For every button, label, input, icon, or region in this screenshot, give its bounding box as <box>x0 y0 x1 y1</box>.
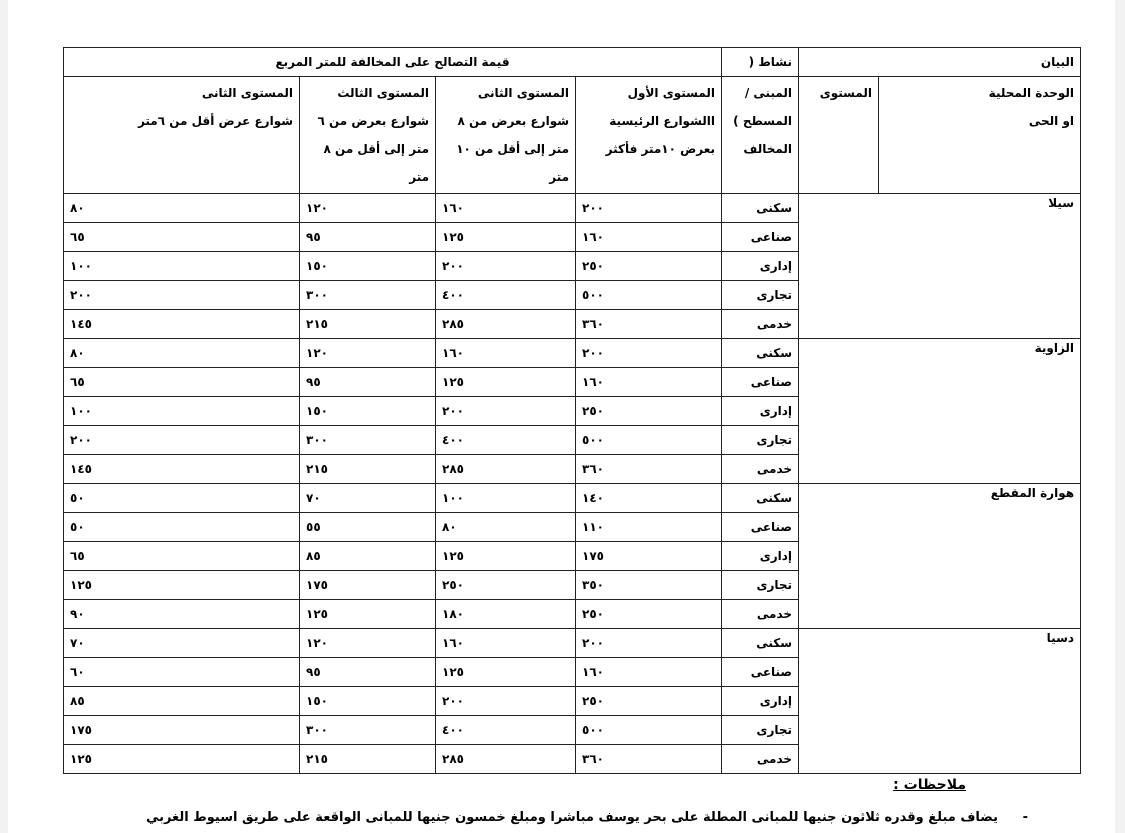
level-3-value: ٨٥ <box>300 542 436 571</box>
level-3-value: ٩٥ <box>300 223 436 252</box>
level-3-value: ٧٠ <box>300 484 436 513</box>
activity-cell: خدمى <box>722 310 799 339</box>
note-item <box>145 810 1028 825</box>
activity-cell: إدارى <box>722 687 799 716</box>
level-2-value: ١٢٥ <box>436 223 576 252</box>
level-3-value: ١٥٠ <box>300 687 436 716</box>
unit-header-line: او الحى <box>1028 114 1075 128</box>
level-2-value: ٢٠٠ <box>436 397 576 426</box>
level-4-value: ٥٠ <box>64 484 300 513</box>
level-2-value: ١٦٠ <box>436 339 576 368</box>
document-page <box>8 0 1115 833</box>
level-1-value: ٥٠٠ <box>576 716 722 745</box>
table-row <box>64 484 1081 513</box>
level-2-value: ٢٨٥ <box>436 455 576 484</box>
level-3-header <box>300 77 436 194</box>
level-2-value: ١٢٥ <box>436 542 576 571</box>
level-4-value: ١٤٥ <box>64 310 300 339</box>
table-title: قيمة التصالح على المخالفة للمتر المربع <box>64 48 722 77</box>
bayan-header: البيان <box>799 48 1081 77</box>
level-3-value: ٣٠٠ <box>300 426 436 455</box>
level-2-value: ١٦٠ <box>436 194 576 223</box>
level-2-value: ٤٠٠ <box>436 426 576 455</box>
activity-cell: صناعى <box>722 658 799 687</box>
unit-name: دسيا <box>799 629 1081 774</box>
level-1-header <box>576 77 722 194</box>
level-1-value: ٢٥٠ <box>576 397 722 426</box>
level-2-header-line: متر <box>549 170 570 184</box>
level-4-value: ٨٠ <box>64 339 300 368</box>
unit-name: الزاوية <box>799 339 1081 484</box>
level-3-header-line: شوارع بعرض من ٦ <box>317 114 430 128</box>
level-3-value: ١٢٠ <box>300 629 436 658</box>
level-1-value: ٣٦٠ <box>576 310 722 339</box>
activity-cell: خدمى <box>722 745 799 774</box>
level-header: المستوى <box>799 77 879 194</box>
level-1-value: ٣٦٠ <box>576 455 722 484</box>
level-1-value: ٢٥٠ <box>576 600 722 629</box>
activity-cell: سكنى <box>722 629 799 658</box>
level-2-value: ٢٨٥ <box>436 310 576 339</box>
activity-header-line: المبنى / <box>744 86 793 100</box>
level-3-header-line: متر <box>409 170 430 184</box>
reconciliation-table <box>63 47 1081 774</box>
level-2-value: ١٨٠ <box>436 600 576 629</box>
level-1-value: ٥٠٠ <box>576 281 722 310</box>
level-3-value: ٣٠٠ <box>300 281 436 310</box>
unit-header-line: الوحدة المحلية <box>988 86 1075 100</box>
level-1-value: ١٧٥ <box>576 542 722 571</box>
level-2-header-line: متر إلى أقل من ١٠ <box>456 142 570 156</box>
level-1-header-line: بعرض ١٠متر فأكثر <box>605 142 716 156</box>
table-row <box>64 339 1081 368</box>
activity-cell: سكنى <box>722 339 799 368</box>
level-3-value: ٩٥ <box>300 658 436 687</box>
level-4-value: ٦٠ <box>64 658 300 687</box>
level-3-value: ٣٠٠ <box>300 716 436 745</box>
level-1-value: ١٦٠ <box>576 658 722 687</box>
level-3-header-line: المستوى الثالث <box>337 86 430 100</box>
level-2-value: ٤٠٠ <box>436 716 576 745</box>
level-1-value: ١١٠ <box>576 513 722 542</box>
activity-cell: خدمى <box>722 600 799 629</box>
level-2-value: ٢٨٥ <box>436 745 576 774</box>
level-1-value: ١٦٠ <box>576 223 722 252</box>
level-1-value: ٢٥٠ <box>576 252 722 281</box>
activity-cell: تجارى <box>722 716 799 745</box>
activity-header-top: نشاط ( <box>722 48 799 77</box>
activity-cell: سكنى <box>722 194 799 223</box>
level-3-value: ٩٥ <box>300 368 436 397</box>
level-1-value: ٣٥٠ <box>576 571 722 600</box>
level-3-value: ١٢٠ <box>300 339 436 368</box>
level-2-value: ٢٠٠ <box>436 252 576 281</box>
level-3-value: ١٥٠ <box>300 397 436 426</box>
level-1-value: ٢٥٠ <box>576 687 722 716</box>
activity-cell: صناعى <box>722 223 799 252</box>
notes-title: ملاحظات : <box>893 777 966 793</box>
activity-cell: تجارى <box>722 426 799 455</box>
level-1-value: ١٤٠ <box>576 484 722 513</box>
header-row-main <box>64 77 1081 194</box>
level-4-header-line: شوارع عرض أقل من ٦متر <box>137 114 294 128</box>
activity-cell: إدارى <box>722 397 799 426</box>
activity-cell: تجارى <box>722 571 799 600</box>
activity-header-line: المسطح ) <box>733 114 793 128</box>
unit-name: هوارة المقطع <box>799 484 1081 629</box>
level-3-value: ٥٥ <box>300 513 436 542</box>
level-2-header-line: المستوى الثانى <box>477 86 570 100</box>
level-4-value: ١٤٥ <box>64 455 300 484</box>
unit-header <box>879 77 1081 194</box>
level-1-header-line: المستوى الأول <box>627 86 716 100</box>
activity-header-line: المخالف <box>743 142 793 156</box>
unit-name: سيلا <box>799 194 1081 339</box>
activity-cell: صناعى <box>722 513 799 542</box>
level-2-value: ١٦٠ <box>436 629 576 658</box>
level-4-value: ٨٠ <box>64 194 300 223</box>
activity-cell: صناعى <box>722 368 799 397</box>
level-2-header-line: شوارع بعرض من ٨ <box>457 114 570 128</box>
level-4-value: ٦٥ <box>64 542 300 571</box>
level-4-value: ٥٠ <box>64 513 300 542</box>
level-2-value: ١٢٥ <box>436 658 576 687</box>
level-1-value: ٥٠٠ <box>576 426 722 455</box>
note-bullet: - <box>1022 810 1028 825</box>
activity-header <box>722 77 799 194</box>
level-3-value: ١٢٠ <box>300 194 436 223</box>
level-1-value: ٣٦٠ <box>576 745 722 774</box>
activity-cell: سكنى <box>722 484 799 513</box>
table-row <box>64 194 1081 223</box>
level-2-header <box>436 77 576 194</box>
header-row-top <box>64 48 1081 77</box>
level-2-value: ٨٠ <box>436 513 576 542</box>
level-4-value: ١٠٠ <box>64 252 300 281</box>
level-1-value: ٢٠٠ <box>576 194 722 223</box>
level-3-value: ٢١٥ <box>300 745 436 774</box>
level-4-value: ٨٥ <box>64 687 300 716</box>
level-4-value: ٦٥ <box>64 368 300 397</box>
level-1-value: ٢٠٠ <box>576 629 722 658</box>
level-2-value: ٢٥٠ <box>436 571 576 600</box>
level-4-value: ١٢٥ <box>64 745 300 774</box>
level-2-value: ١٠٠ <box>436 484 576 513</box>
level-3-value: ٢١٥ <box>300 455 436 484</box>
note-text: يضاف مبلغ وقدره ثلاثون جنيها للمبانى المطلة على بحر يوسف مباشرا ومبلغ خمسون جنيها للمبانى الواقعة على طريق اسيوط الغربي <box>145 810 998 825</box>
level-3-value: ٢١٥ <box>300 310 436 339</box>
activity-cell: تجارى <box>722 281 799 310</box>
level-1-value: ١٦٠ <box>576 368 722 397</box>
level-4-value: ٧٠ <box>64 629 300 658</box>
level-2-value: ٢٠٠ <box>436 687 576 716</box>
level-2-value: ١٢٥ <box>436 368 576 397</box>
level-4-value: ٩٠ <box>64 600 300 629</box>
level-2-value: ٤٠٠ <box>436 281 576 310</box>
level-4-value: ٢٠٠ <box>64 426 300 455</box>
level-4-value: ١٢٥ <box>64 571 300 600</box>
activity-cell: إدارى <box>722 542 799 571</box>
activity-cell: خدمى <box>722 455 799 484</box>
level-3-header-line: متر إلى أقل من ٨ <box>323 142 430 156</box>
level-4-value: ١٧٥ <box>64 716 300 745</box>
level-4-header-line: المستوى الثانى <box>201 86 294 100</box>
level-1-value: ٢٠٠ <box>576 339 722 368</box>
level-3-value: ١٢٥ <box>300 600 436 629</box>
table-row <box>64 629 1081 658</box>
level-1-header-line: االشوارع الرئيسية <box>609 114 716 128</box>
level-4-header <box>64 77 300 194</box>
level-4-value: ٦٥ <box>64 223 300 252</box>
level-4-value: ٢٠٠ <box>64 281 300 310</box>
activity-cell: إدارى <box>722 252 799 281</box>
level-3-value: ١٧٥ <box>300 571 436 600</box>
level-3-value: ١٥٠ <box>300 252 436 281</box>
level-4-value: ١٠٠ <box>64 397 300 426</box>
